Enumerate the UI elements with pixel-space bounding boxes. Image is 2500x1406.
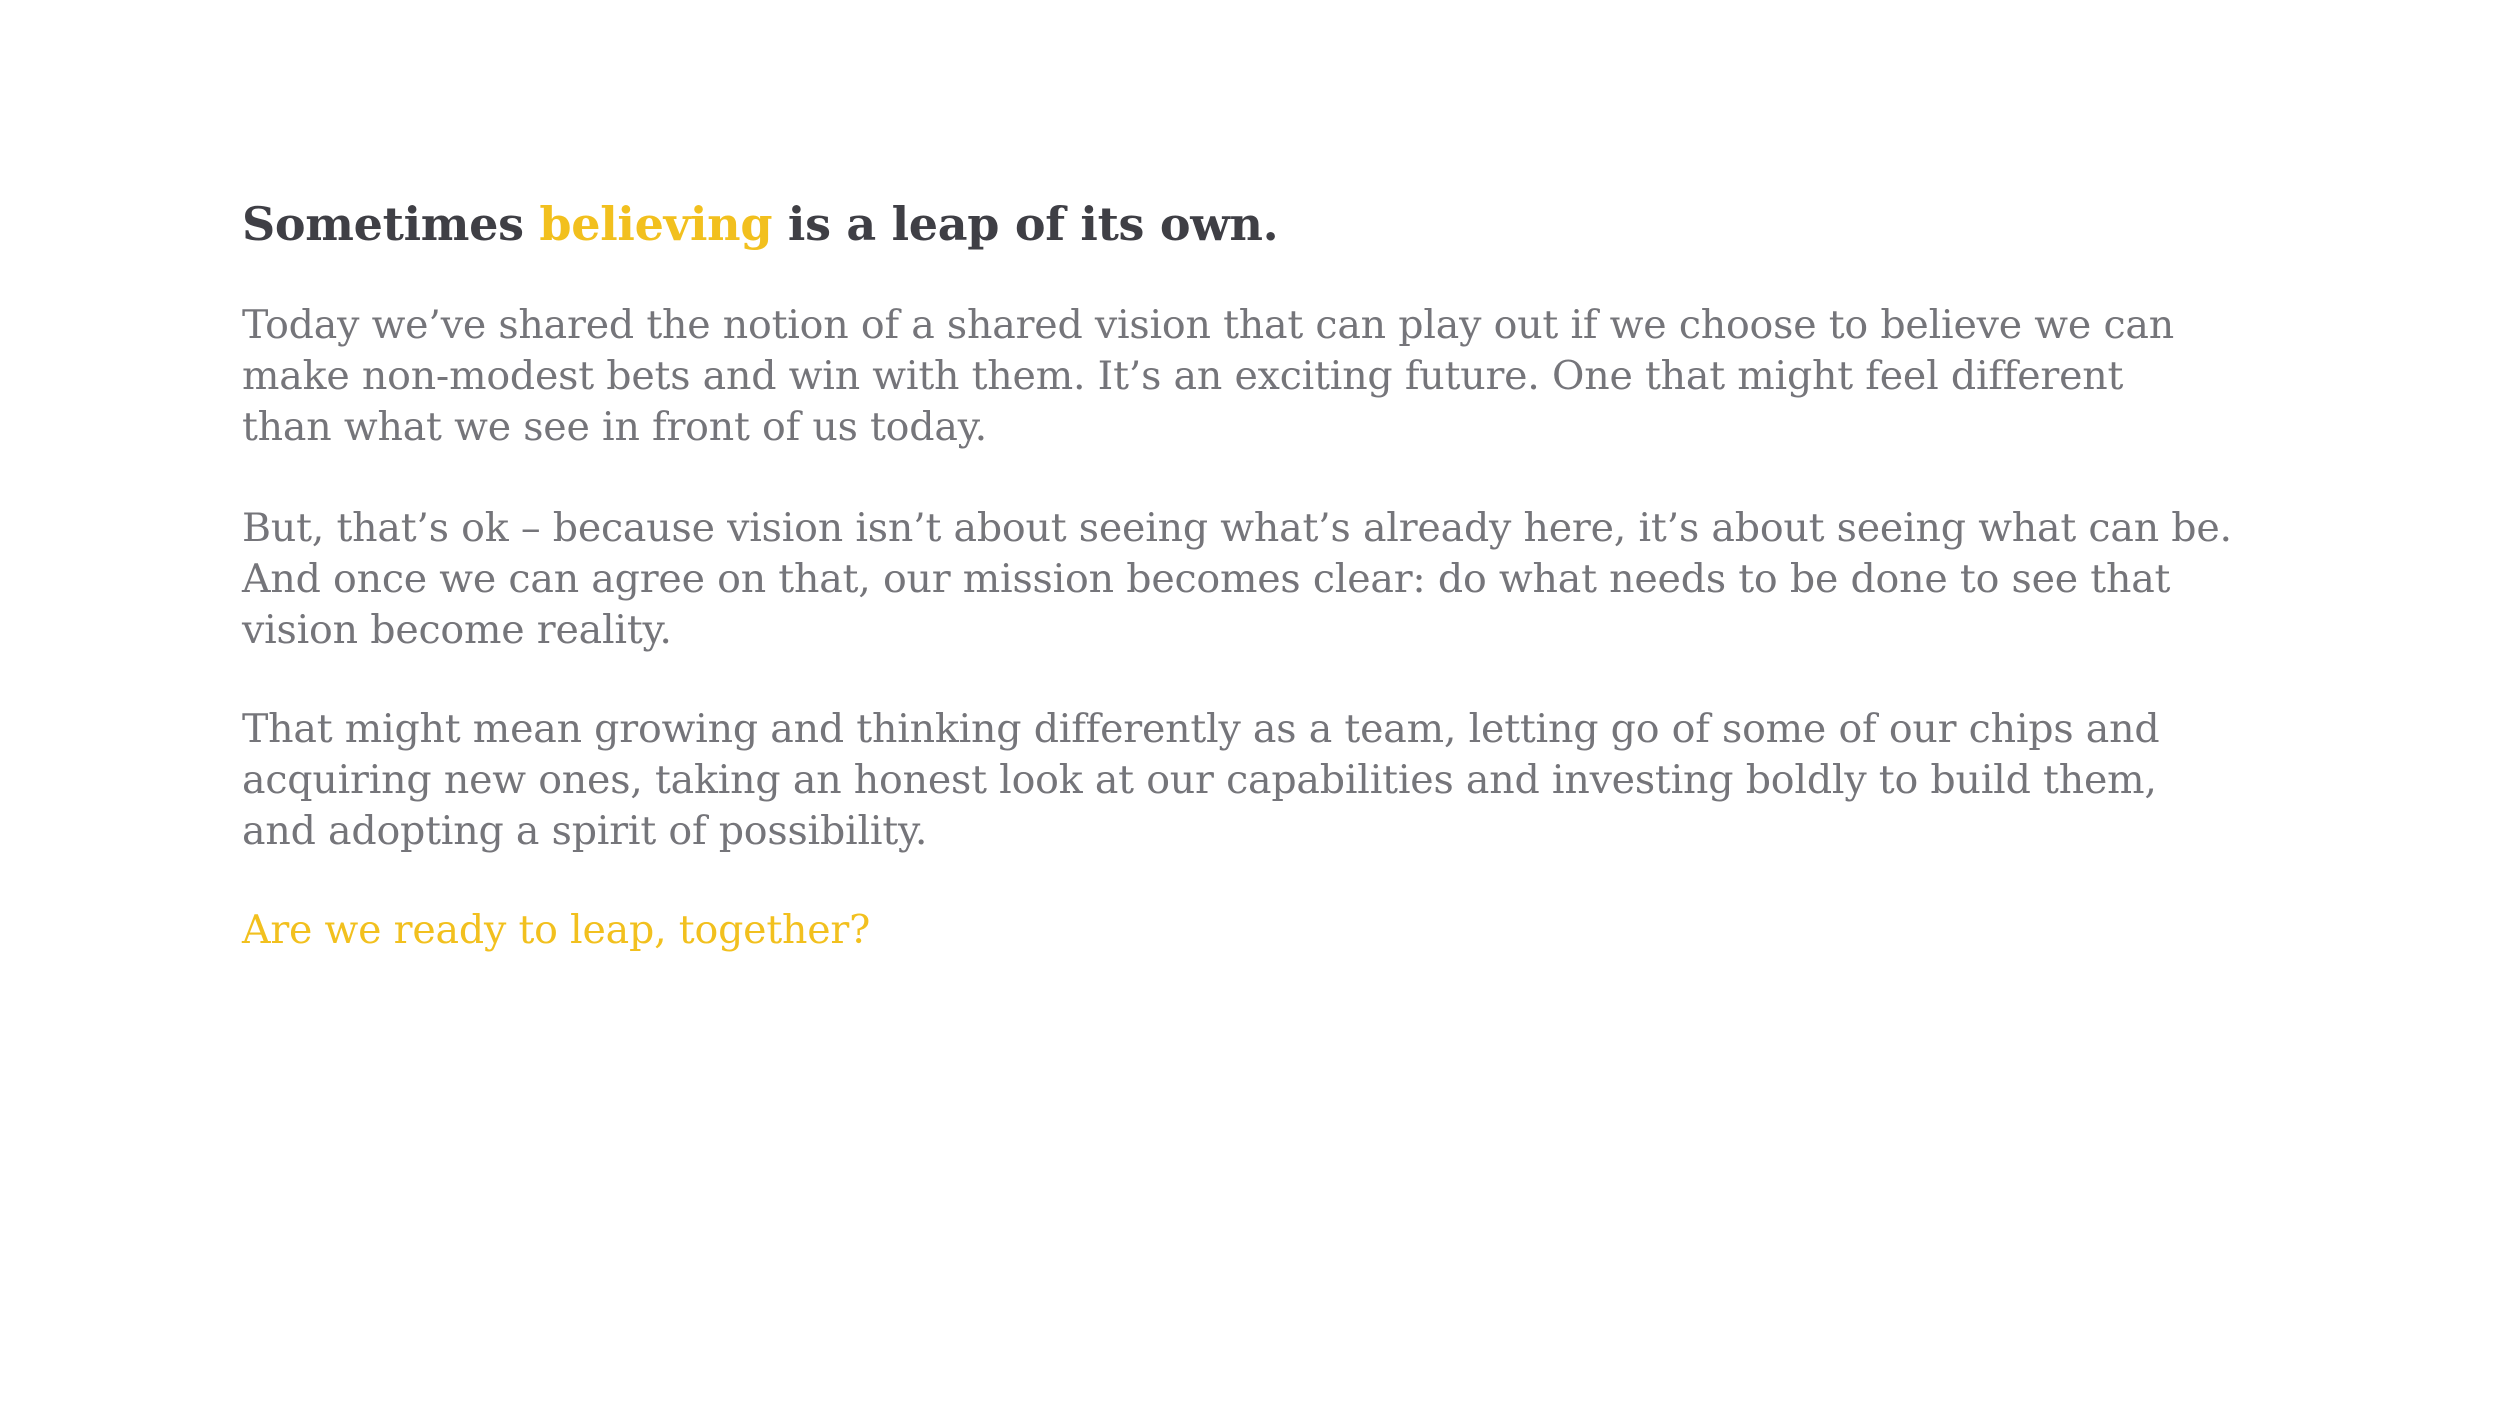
closing-question: Are we ready to leap, together? <box>242 907 871 953</box>
body-paragraph-team: That might mean growing and thinking differently as a team, letting go of some of our chips and acquiring new ones, taking an honest look at our capabilities and investing boldly to build them, and adopting a spirit of possibility. <box>242 706 2160 854</box>
slide-content <box>242 194 2262 956</box>
heading-highlight-word: believing <box>539 197 773 251</box>
body-paragraph-mission: But, that’s ok – because vision isn’t about seeing what’s already here, it’s about seeing what can be. And once we can agree on that, our mission becomes clear: do what needs to be done to see that vision become reality. <box>242 505 2232 653</box>
slide-heading <box>242 194 2262 254</box>
body-paragraph-vision: Today we’ve shared the notion of a shared vision that can play out if we choose to believe we can make non-modest bets and win with them. It’s an exciting future. One that might feel different than what we see in front of us today. <box>242 302 2174 450</box>
heading-text-end: is a leap of its own. <box>772 197 1279 251</box>
heading-text-start: Sometimes <box>242 197 540 251</box>
